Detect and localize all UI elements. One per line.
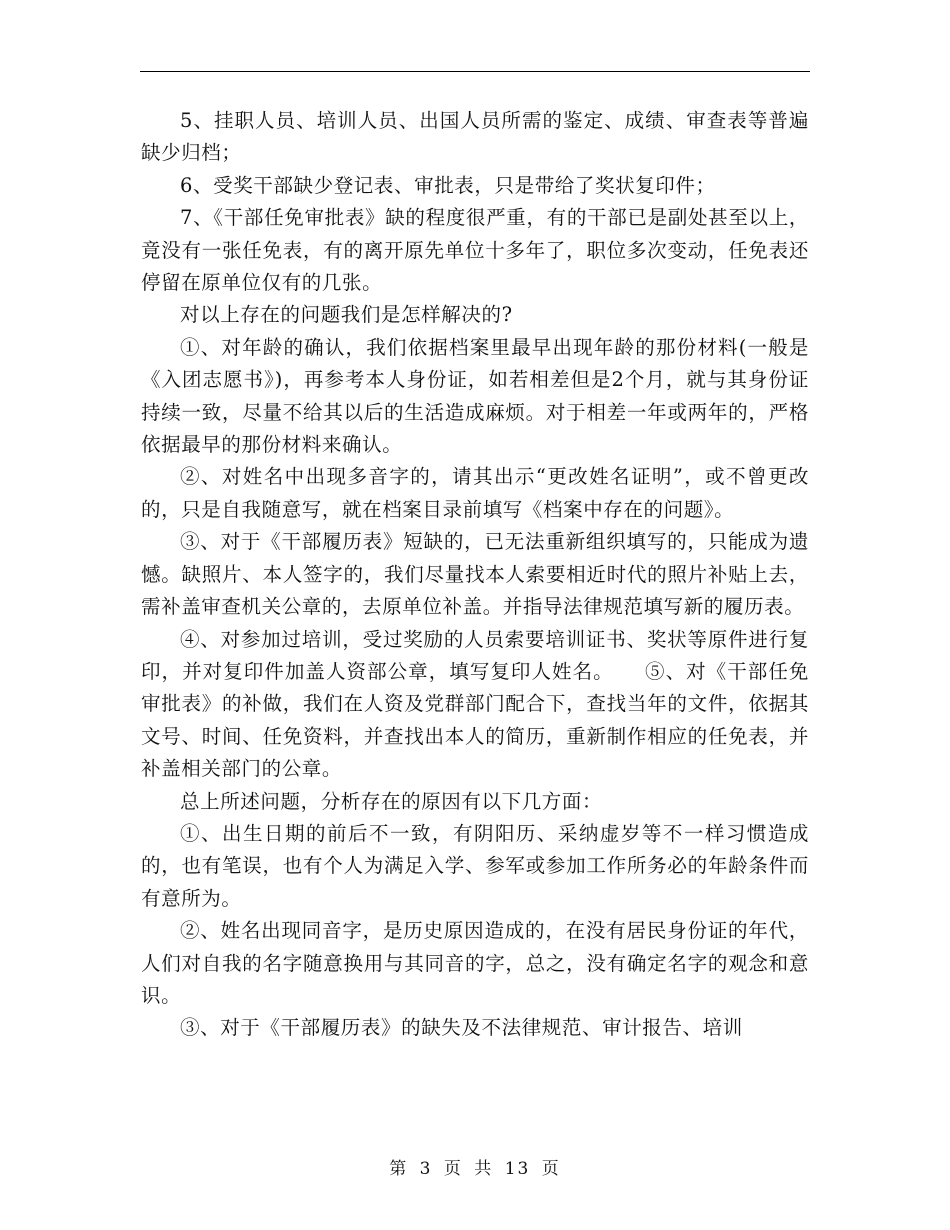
paragraph: 总上所述问题，分析存在的原因有以下几方面： <box>180 789 603 813</box>
header-rule <box>140 71 810 72</box>
page-number-footer: 第 3 页 共 13 页 <box>389 1159 561 1179</box>
paragraph: ③、对于《干部履历表》的缺失及不法律规范、审计报告、培训 <box>180 1016 743 1040</box>
paragraph: ①、对年龄的确认，我们依据档案里最早出现年龄的那份材料(一般是《入团志愿书》)，再参考本人身份证，如若相差但是2个月，就与其身份证持续一致，尽量不给其以后的生活造成麻烦。对于相差一年或两年的，严格依据最早的那份材料来确认。 <box>141 335 809 457</box>
paragraph: 7、《干部任免审批表》缺的程度很严重，有的干部已是副处甚至以上，竟没有一张任免表，有的离开原先单位十多年了，职位多次变动，任免表还停留在原单位仅有的几张。 <box>141 206 809 295</box>
paragraph: ④、对参加过培训，受过奖励的人员索要培训证书、奖状等原件进行复印，并对复印件加盖人资部公章，填写复印人姓名。 ⑤、对《干部任免审批表》的补做，我们在人资及党群部门配合下，查找当年的文件，依据其文号、时间、任免资料，并查找出本人的简历，重新制作相应的任免表，并补盖相关部门的公章。 <box>141 627 809 781</box>
paragraph: ③、对于《干部履历表》短缺的，已无法重新组织填写的，只能成为遗憾。缺照片、本人签字的，我们尽量找本人索要相近时代的照片补贴上去，需补盖审查机关公章的，去原单位补盖。并指导法律规范填写新的履历表。 <box>141 530 809 619</box>
paragraph: 5、挂职人员、培训人员、出国人员所需的鉴定、成绩、审查表等普遍缺少归档； <box>141 109 809 165</box>
paragraph: ②、对姓名中出现多音字的，请其出示“更改姓名证明”，或不曾更改的，只是自我随意写，就在档案目录前填写《档案中存在的问题》。 <box>141 465 809 521</box>
paragraph: 6、受奖干部缺少登记表、审批表，只是带给了奖状复印件； <box>180 173 716 197</box>
paragraph: 对以上存在的问题我们是怎样解决的? <box>180 303 513 327</box>
document-body <box>141 105 809 1045</box>
paragraph: ①、出生日期的前后不一致，有阴阳历、采纳虚岁等不一样习惯造成的，也有笔误，也有个人为满足入学、参军或参加工作所务必的年龄条件而有意所为。 <box>141 821 809 910</box>
paragraph: ②、姓名出现同音字，是历史原因造成的，在没有居民身份证的年代，人们对自我的名字随意换用与其同音的字，总之，没有确定名字的观念和意识。 <box>141 919 809 1007</box>
